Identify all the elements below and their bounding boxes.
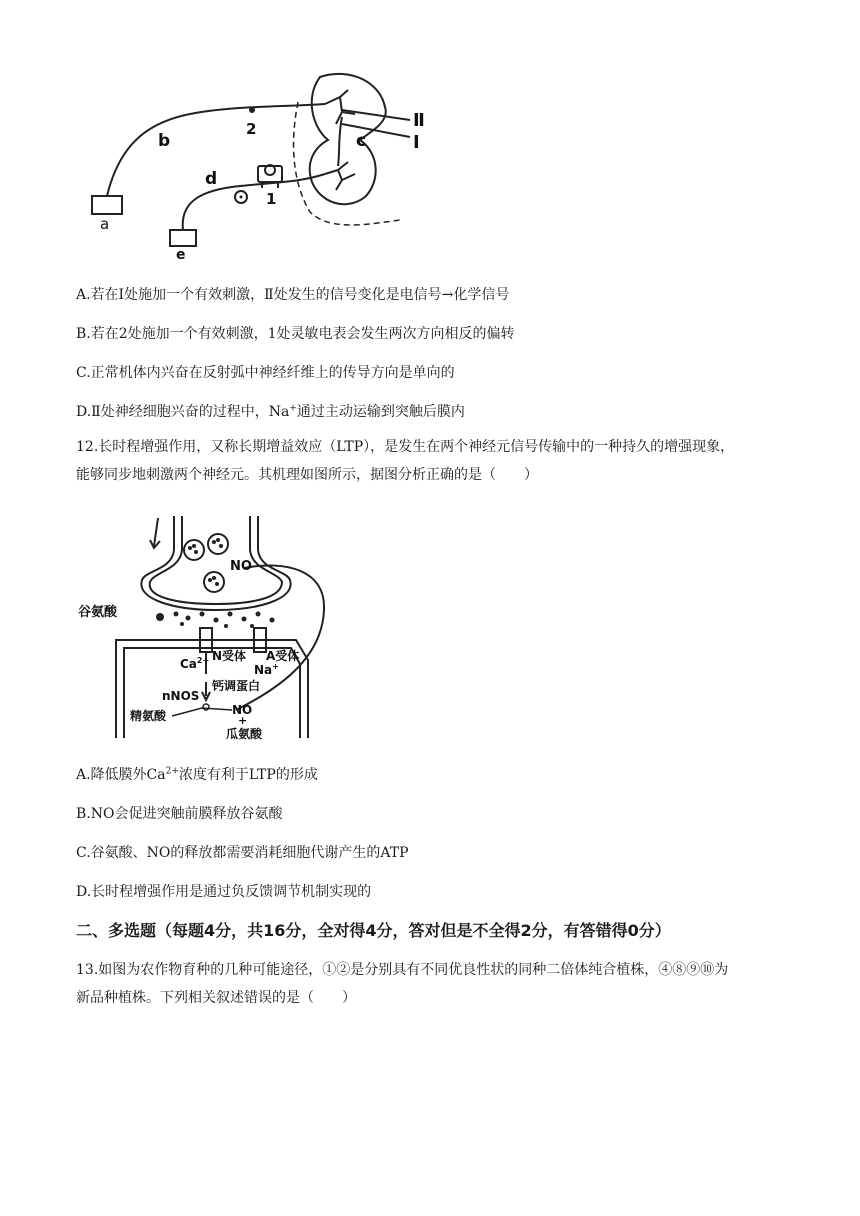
na-superscript: + xyxy=(289,403,297,414)
vesicle xyxy=(184,540,204,560)
effector-box-e xyxy=(170,230,196,246)
q12-option-b: B.NO会促进突触前膜释放谷氨酸 xyxy=(76,806,283,822)
label-glutamate: 谷氨酸 xyxy=(78,605,118,620)
input-arrow xyxy=(154,518,158,546)
label-ca: $Ca^{2+}$ xyxy=(180,656,210,671)
label-site-I: Ⅰ xyxy=(413,132,420,153)
label-no-bottom: NO xyxy=(232,703,253,717)
label-e: e xyxy=(176,247,186,262)
reflex-arc-diagram xyxy=(80,62,440,262)
label-c: c xyxy=(356,131,367,151)
label-calmodulin: 钙调蛋白 xyxy=(212,679,261,693)
q12-option-a xyxy=(76,764,318,784)
lower-neuron xyxy=(325,162,355,190)
label-n-receptor: N受体 xyxy=(212,649,247,663)
q11-option-d-text: D.Ⅱ处神经细胞兴奋的过程中，Na xyxy=(76,404,290,420)
vesicle xyxy=(204,572,224,592)
label-d: d xyxy=(205,169,218,189)
q11-option-d xyxy=(76,401,465,421)
site-II-pointer xyxy=(342,110,410,120)
label-a-receptor: A受体 xyxy=(266,649,300,663)
q11-option-a: A.若在Ⅰ处施加一个有效刺激，Ⅱ处发生的信号变化是电信号→化学信号 xyxy=(76,287,510,303)
site-2-dot xyxy=(249,107,255,113)
site-I-pointer xyxy=(342,124,410,137)
label-site-II: Ⅱ xyxy=(413,110,425,131)
receptor-box-a xyxy=(92,196,122,214)
q11-option-d-rest: 通过主动运输到突触后膜内 xyxy=(296,404,465,420)
q12-option-a-pre: A.降低膜外Ca xyxy=(76,767,166,783)
label-plus: + xyxy=(238,714,248,727)
interneuron xyxy=(338,117,342,166)
q12-stem-line2: 能够同步地刺激两个神经元。其机理如图所示，据图分析正确的是（ ） xyxy=(76,467,538,483)
vesicle xyxy=(208,534,228,554)
label-citrulline: 瓜氨酸 xyxy=(226,727,263,741)
q12-option-c: C.谷氨酸、NO的释放都需要消耗细胞代谢产生的ATP xyxy=(76,845,409,861)
label-nnos: nNOS xyxy=(162,689,200,703)
q12-option-a-post: 浓度有利于LTP的形成 xyxy=(178,767,318,783)
label-site-1: 1 xyxy=(266,190,277,208)
label-arginine: 精氨酸 xyxy=(130,709,167,723)
q13-stem-line1: 13.如图为农作物育种的几种可能途径，①②是分别具有不同优良性状的同种二倍体纯合植株，④⑧⑨⑩为 xyxy=(76,962,729,978)
q12-stem xyxy=(76,433,784,489)
label-site-2: 2 xyxy=(246,120,257,138)
section-heading-multiple-choice: 二、多选题（每题4分，共16分，全对得4分，答对但是不全得2分，有答错得0分） xyxy=(76,921,671,940)
ltp-mechanism-diagram xyxy=(76,510,336,742)
presynaptic-membrane xyxy=(141,516,290,610)
ca-superscript: 2+ xyxy=(165,766,179,777)
label-b: b xyxy=(158,131,171,151)
q11-option-b: B.若在2处施加一个有效刺激，1处灵敏电表会发生两次方向相反的偏转 xyxy=(76,326,515,342)
label-na: Na+ xyxy=(254,662,279,677)
upper-neuron xyxy=(325,90,355,124)
q13-stem xyxy=(76,956,784,1012)
label-no-top: NO xyxy=(230,559,252,574)
label-a: a xyxy=(100,215,110,233)
q12-stem-line1: 12.长时程增强作用，又称长期增益效应（LTP），是发生在两个神经元信号传输中的一种持久的增强现象， xyxy=(76,439,735,455)
q12-option-d: D.长时程增强作用是通过负反馈调节机制实现的 xyxy=(76,884,372,900)
spinal-gray-matter xyxy=(310,74,386,204)
q13-stem-line2: 新品种植株。下列相关叙述错误的是（ ） xyxy=(76,990,356,1006)
q11-option-c: C.正常机体内兴奋在反射弧中神经纤维上的传导方向是单向的 xyxy=(76,365,455,381)
